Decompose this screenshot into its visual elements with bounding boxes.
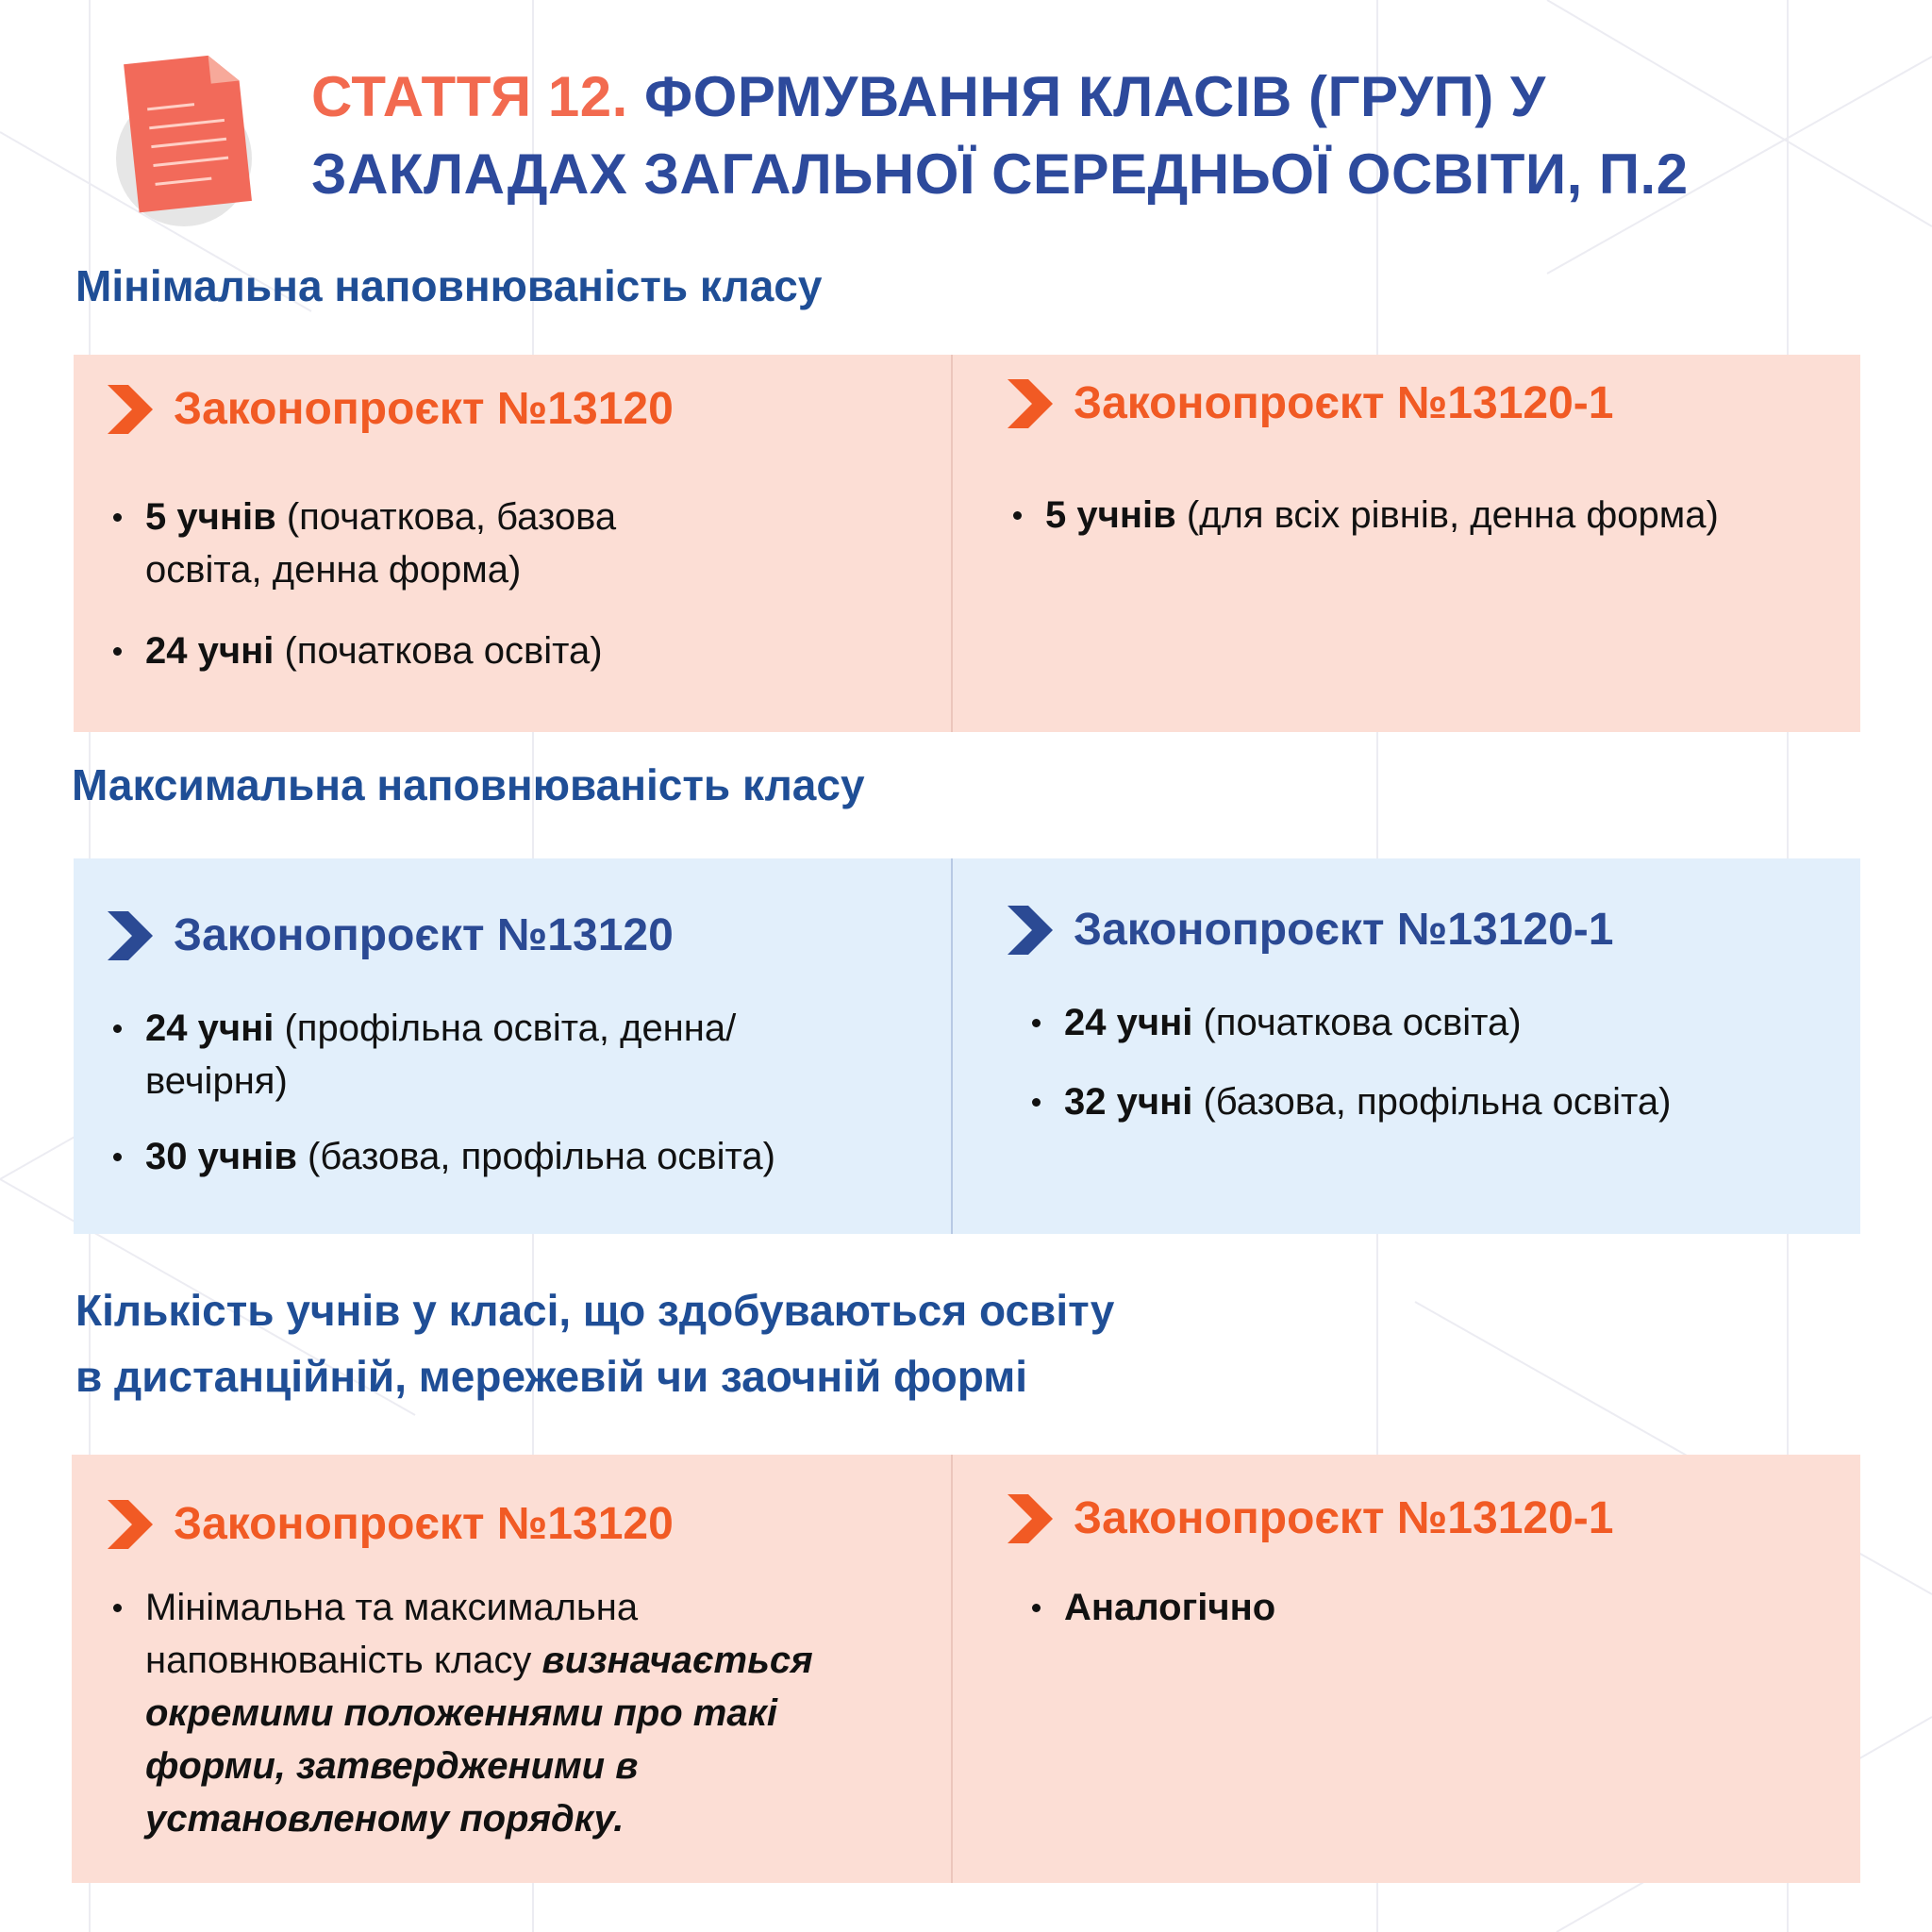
list-item: 24 учні (початкова освіта) [108,625,730,677]
list-item: 32 учні (базова, профільна освіта) [1026,1075,1838,1128]
list-item: 5 учнів (для всіх рівнів, денна форма) [1008,489,1838,541]
section-heading-distance [75,1277,1114,1409]
maximum-left-column [108,908,938,1183]
maximum-panel [74,858,1860,1234]
bill-name: Законопроєкт №13120-1 [1074,905,1614,955]
bill-title [1008,1491,1838,1547]
chevron-right-icon [1008,906,1053,955]
list-item: 5 учнів (початкова, базова освіта, денна форма) [108,491,730,596]
chevron-right-icon [108,385,153,434]
panel-divider [951,858,953,1234]
bill-name: Законопроєкт №13120 [174,910,674,960]
bill-title [108,381,730,438]
maximum-right-column [1008,902,1838,1128]
distance-panel [72,1455,1860,1883]
chevron-right-icon [108,1500,153,1549]
list-item: 24 учні (початкова освіта) [1026,996,1838,1049]
requirements-list [108,491,730,677]
list-item: Мінімальна та максимальна наповнюваність класу визначається окремими положеннями про такі форми, затвердженими в установленому порядку. [108,1581,891,1845]
heading-line: в дистанційній, мережевій чи заочній формі [75,1352,1028,1401]
bill-name: Законопроєкт №13120 [174,384,674,434]
list-item: 30 учнів (базова, профільна освіта) [108,1130,853,1183]
chevron-right-icon [108,911,153,960]
title-prefix: СТАТТЯ 12. [311,65,628,128]
minimum-panel [74,355,1860,732]
minimum-right-column [1008,375,1838,541]
distance-left-column [108,1496,938,1845]
list-item: 24 учні (профільна освіта, денна/ вечірня) [108,1002,853,1108]
requirements-list [1026,1581,1838,1634]
bill-title [108,908,938,964]
title-line2: ЗАКЛАДАХ ЗАГАЛЬНОЇ СЕРЕДНЬОЇ ОСВІТИ, П.2 [311,142,1689,206]
requirements-list [1026,996,1838,1128]
section-heading-maximum: Максимальна наповнюваність класу [72,760,865,809]
list-item: Аналогічно [1026,1581,1838,1634]
bill-title [1008,375,1838,432]
chevron-right-icon [1008,1494,1053,1543]
panel-divider [951,1455,953,1883]
section-heading-minimum: Мінімальна наповнюваність класу [75,261,823,310]
bill-name: Законопроєкт №13120-1 [1074,1493,1614,1543]
bill-title [108,1496,938,1553]
panel-divider [951,355,953,732]
chevron-right-icon [1008,379,1053,428]
bill-name: Законопроєкт №13120-1 [1074,378,1614,428]
document-icon [104,47,283,226]
requirements-list [108,1002,853,1183]
requirements-list [1008,489,1838,541]
requirements-list [108,1581,891,1845]
bill-name: Законопроєкт №13120 [174,1499,674,1549]
page-title [311,58,1689,213]
distance-right-column [1008,1491,1838,1634]
minimum-left-column [108,381,730,677]
bill-title [1008,902,1838,958]
heading-line: Кількість учнів у класі, що здобуваються освіту [75,1286,1115,1335]
title-line1: ФОРМУВАННЯ КЛАСІВ (ГРУП) У [643,65,1546,128]
